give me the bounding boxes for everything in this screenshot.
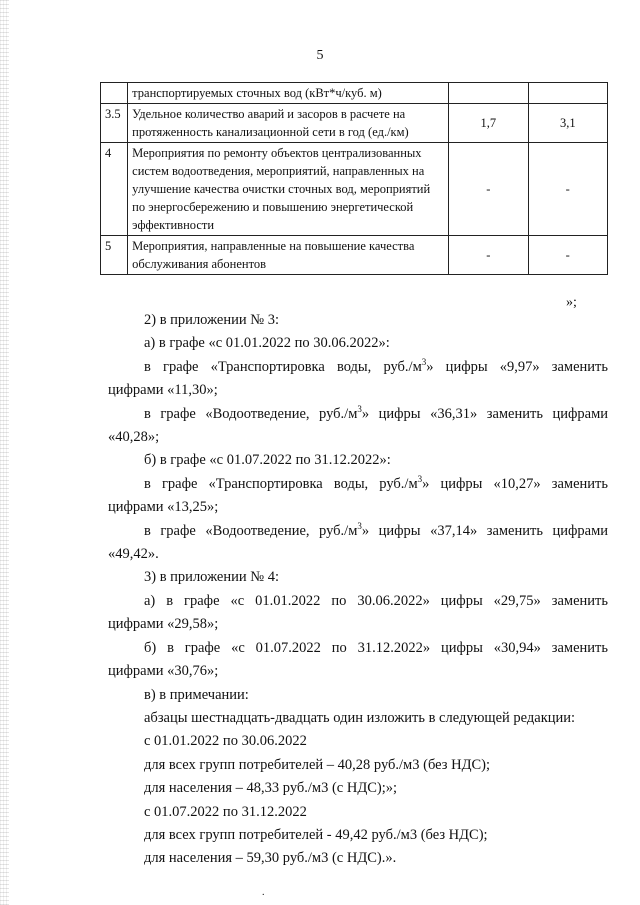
scan-edge-artifact <box>0 0 9 905</box>
section-2b-transport-cont: цифрами «13,25»; <box>108 499 219 516</box>
section-3c-heading: в) в примечании: <box>144 686 249 703</box>
note-line: для всех групп потребителей – 40,28 руб./м3 (без НДС); <box>144 756 490 773</box>
section-2b-heading: б) в графе «с 01.07.2022 по 31.12.2022»: <box>144 452 391 469</box>
note-line: для населения – 59,30 руб./м3 (с НДС).». <box>144 850 397 867</box>
table-cell-value-1: 1,7 <box>449 104 528 143</box>
note-line: абзацы шестнадцать-двадцать один изложить в следующей редакции: <box>144 709 576 726</box>
table-row <box>101 104 608 143</box>
section-2a-transport: в графе «Транспортировка воды, $руб./м^3$» цифры «9,97» заменить <box>144 356 609 375</box>
section-2a-transport-cont: цифрами «11,30»; <box>108 382 218 399</box>
page-number: 5 <box>316 48 324 63</box>
scan-dot: . <box>262 887 265 898</box>
table-cell-number: 5 <box>101 236 128 275</box>
note-line: с 01.07.2022 по 31.12.2022 <box>144 803 307 820</box>
section-3a-cont: цифрами «29,58»; <box>108 616 219 633</box>
note-line: для всех групп потребителей - 49,42 руб./м3 (без НДС); <box>144 826 488 843</box>
section-2b-drain: в графе «Водоотведение, $руб./м^3$» цифры «37,14» заменить цифрами <box>144 520 609 539</box>
table-cell-value-2 <box>528 83 607 104</box>
note-line: для населения – 48,33 руб./м3 (с НДС);»; <box>144 780 398 797</box>
table-cell-value-2: - <box>528 143 607 236</box>
table-row <box>101 83 608 104</box>
section-3b-cont: цифрами «30,76»; <box>108 663 219 680</box>
table-row <box>101 236 608 275</box>
table-cell-value-1: - <box>449 236 528 275</box>
table-cell-name: Мероприятия, направленные на повышение качества обслуживания абонентов <box>128 236 449 275</box>
section-2a-heading: а) в графе «с 01.01.2022 по 30.06.2022»: <box>144 335 390 352</box>
section-2a-drain: в графе «Водоотведение, $руб./м^3$» цифры «36,31» заменить цифрами <box>144 403 609 422</box>
table-row <box>101 143 608 236</box>
table-cell-value-1 <box>449 83 528 104</box>
table-cell-value-1: - <box>449 143 528 236</box>
table-cell-number <box>101 83 128 104</box>
section-2-heading: 2) в приложении № 3: <box>144 312 279 328</box>
section-2b-transport: в графе «Транспортировка воды, $руб./м^3$» цифры «10,27» заменить <box>144 474 608 492</box>
table-cell-value-2: - <box>528 236 607 275</box>
amendments-text <box>108 309 608 871</box>
section-3a-line: а) в графе «с 01.01.2022 по 30.06.2022» цифры «29,75» заменить <box>144 592 608 609</box>
table-closing-quote: »; <box>566 295 577 310</box>
table-cell-number: 4 <box>101 143 128 236</box>
table-cell-name: Удельное количество аварий и засоров в расчете на протяженность канализационной сети в год (ед./км) <box>128 104 449 143</box>
table-cell-name: транспортируемых сточных вод (кВт*ч/куб. м) <box>128 83 449 104</box>
table-cell-name: Мероприятия по ремонту объектов централизованных систем водоотведения, мероприятий, направленных на улучшение качества очистки сточных вод, мероприятий по энергосбережению и повышению энергетической эффективности <box>128 143 449 236</box>
table-cell-value-2: 3,1 <box>528 104 607 143</box>
table-cell-number: 3.5 <box>101 104 128 143</box>
section-2a-drain-cont: «40,28»; <box>108 429 160 446</box>
section-2b-drain-cont: «49,42». <box>108 546 159 563</box>
note-line: с 01.01.2022 по 30.06.2022 <box>144 733 307 750</box>
section-3-heading: 3) в приложении № 4: <box>144 569 279 586</box>
section-3b-line: б) в графе «с 01.07.2022 по 31.12.2022» цифры «30,94» заменить <box>144 639 608 656</box>
measures-table <box>100 82 608 275</box>
